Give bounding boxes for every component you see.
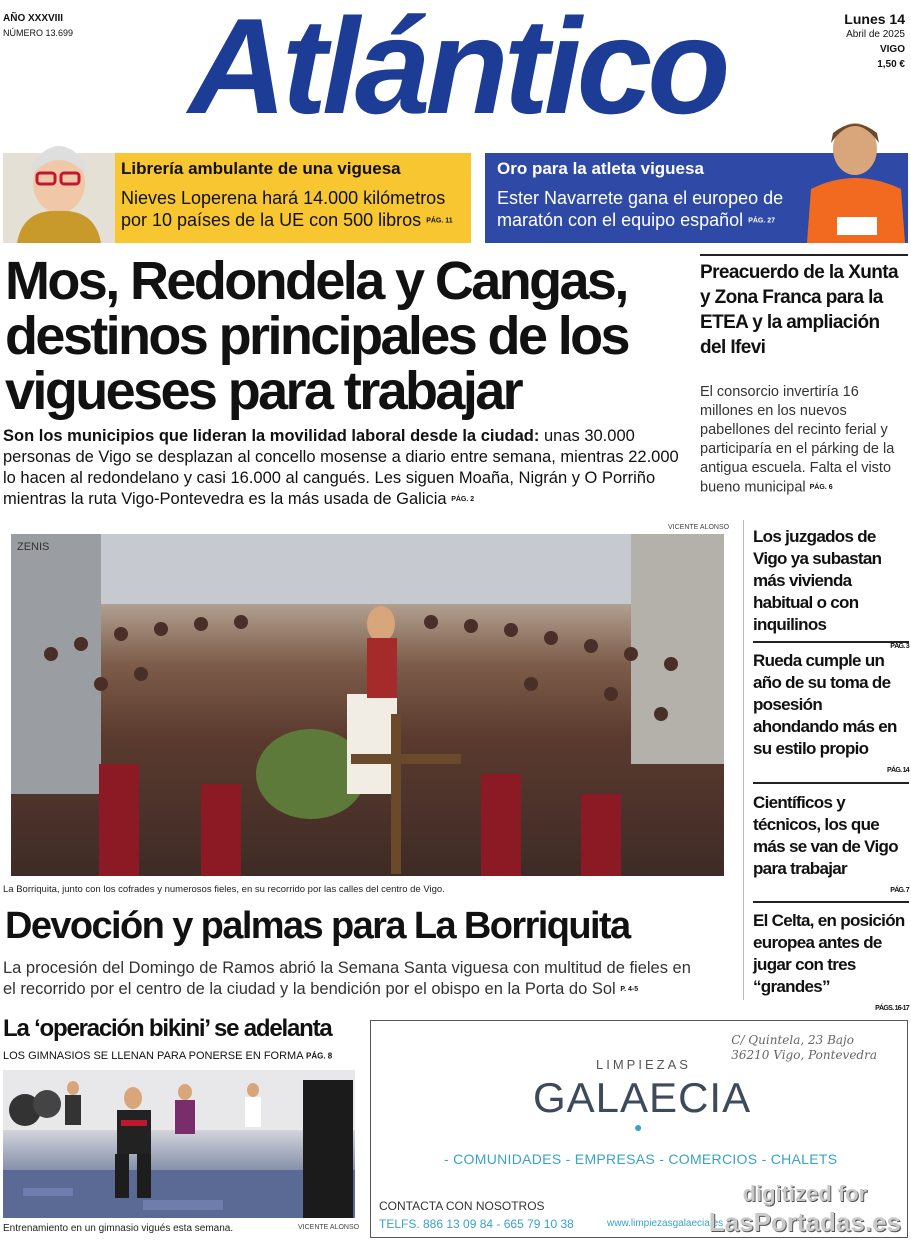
gym-photo[interactable] xyxy=(3,1070,355,1218)
price: 1,50 € xyxy=(877,59,905,70)
digitized-watermark xyxy=(709,1180,901,1236)
page-ref: PÁG. 11 xyxy=(426,217,453,225)
gym-photo-credit: VICENTE ALONSO xyxy=(298,1224,360,1231)
main-deck-lead: Son los municipios que lideran la movilidad laboral desde la ciudad: xyxy=(3,427,540,445)
page-ref: PÁG. 3 xyxy=(890,643,909,650)
right-story-body: El consorcio invertiría 16 millones en los nuevos pabellones del recinto ferial y participaría en el párking de la antigua escuela. Falta el visto bueno municipal PÁG. 6 xyxy=(700,384,895,496)
side-story-headline: El Celta, en posición europea antes de jugar con tres “grandes” xyxy=(753,911,905,996)
ad-services: - COMUNIDADES - EMPRESAS - COMERCIOS - CHALETS xyxy=(444,1151,838,1167)
year-label: AÑO XXXVIII xyxy=(3,13,64,24)
teaser-body: Nieves Loperena hará 14.000 kilómetros por 10 países de la UE con 500 libros PÁG. 11 xyxy=(121,188,453,230)
side-story-rueda[interactable] xyxy=(753,650,909,782)
ad-cta: CONTACTA CON NOSOTROS xyxy=(379,1199,545,1213)
side-story-courts[interactable] xyxy=(753,526,909,658)
main-deck xyxy=(3,426,685,510)
edition-meta-left xyxy=(3,12,73,40)
edition-meta-right xyxy=(844,12,905,72)
ad-website[interactable]: www.limpiezasgalaecia.es xyxy=(607,1218,724,1229)
teaser-body: Ester Navarrete gana el europeo de maratón con el equipo español PÁG. 27 xyxy=(497,188,784,230)
side-story-headline: Los juzgados de Vigo ya subastan más vivienda habitual o con inquilinos xyxy=(753,527,882,634)
issue-date: Abril de 2025 xyxy=(846,29,905,40)
ad-address: C/ Quintela, 23 Bajo 36210 Vigo, Pontevedra xyxy=(731,1033,877,1062)
page-ref: PÁG. 6 xyxy=(809,484,833,491)
gym-kicker: LOS GIMNASIOS SE LLENAN PARA PONERSE EN FORMA PÁG. 8 xyxy=(3,1050,333,1062)
issue-number: NÚMERO 13.699 xyxy=(3,28,74,38)
watermark-line1: digitized for xyxy=(742,1181,868,1206)
side-story-celta[interactable] xyxy=(753,910,909,1020)
borriquita-headline[interactable]: Devoción y palmas para La Borriquita xyxy=(5,905,630,947)
ad-brand: GALAECIA xyxy=(533,1074,752,1121)
page-ref: PÁG. 27 xyxy=(748,217,776,225)
newspaper-logo[interactable]: Atlántico xyxy=(188,0,726,142)
water-drop-icon: ● xyxy=(634,1119,643,1135)
right-story-headline[interactable]: Preacuerdo de la Xunta y Zona Franca para la ETEA y la ampliación del Ifevi xyxy=(700,262,898,358)
watermark-line2: LasPortadas.es xyxy=(708,1207,901,1237)
woman-portrait-image xyxy=(3,117,115,243)
procession-photo[interactable] xyxy=(11,534,724,876)
issue-day: Lunes 14 xyxy=(844,11,905,27)
column-divider xyxy=(743,520,744,1000)
teaser-athlete[interactable] xyxy=(485,153,908,243)
gym-headline[interactable]: La ‘operación bikini’ se adelanta xyxy=(3,1015,332,1042)
shop-sign-text: ZENIS xyxy=(17,541,50,553)
page-ref: PÁG. 8 xyxy=(306,1051,333,1061)
procession-image xyxy=(11,534,724,876)
teaser-bookshop[interactable] xyxy=(3,153,471,243)
divider xyxy=(753,782,909,784)
edition-city: VIGO xyxy=(879,44,905,55)
page-ref: PÁGS. 16-17 xyxy=(875,1005,909,1012)
photo-caption: La Borriquita, junto con los cofrades y numerosos fieles, en su recorrido por las calles del centro de Vigo. xyxy=(3,884,445,895)
divider xyxy=(700,254,908,256)
teaser-title: Librería ambulante de una viguesa xyxy=(121,159,401,178)
borriquita-deck: La procesión del Domingo de Ramos abrió la Semana Santa viguesa con multitud de fieles en el recorrido por el centro de la ciudad y la bendición por el obispo en la Porta do Sol P. 4-5 xyxy=(3,959,691,998)
photo-credit: VICENTE ALONSO xyxy=(668,524,730,531)
ad-brand-small: LIMPIEZAS xyxy=(596,1057,691,1072)
divider xyxy=(753,641,909,643)
side-story-headline: Rueda cumple un año de su toma de posesión ahondando más en su estilo propio xyxy=(753,651,897,758)
teaser-title: Oro para la atleta viguesa xyxy=(497,159,704,178)
page-ref: PÁG. 14 xyxy=(887,767,909,774)
side-story-scientists[interactable] xyxy=(753,792,909,902)
page-ref: PÁG. 2 xyxy=(451,496,475,504)
divider xyxy=(753,901,909,903)
main-headline[interactable]: Mos, Redondela y Cangas, destinos principales de los vigueses para trabajar xyxy=(5,251,628,421)
athlete-portrait-image xyxy=(801,109,908,243)
page-ref: PÁG. 7 xyxy=(890,887,909,894)
gym-caption: Entrenamiento en un gimnasio vigués esta semana. xyxy=(3,1223,234,1234)
side-story-headline: Científicos y técnicos, los que más se van de Vigo para trabajar xyxy=(753,793,898,878)
ad-phones: TELFS. 886 13 09 84 - 665 79 10 38 xyxy=(379,1217,574,1231)
page-ref: P. 4-5 xyxy=(620,986,639,994)
main-deck-text: unas 30.000 personas de Vigo se desplazan al concello mosense a diario entre semana, mientras 22.000 lo hacen al redondelano y casi 16.000 al cangués. Les siguen Moaña, Nigrán y O Porriño mientras la ruta Vigo-Pontevedra es la más usada de Galicia xyxy=(3,427,679,508)
gym-image xyxy=(3,1070,355,1218)
